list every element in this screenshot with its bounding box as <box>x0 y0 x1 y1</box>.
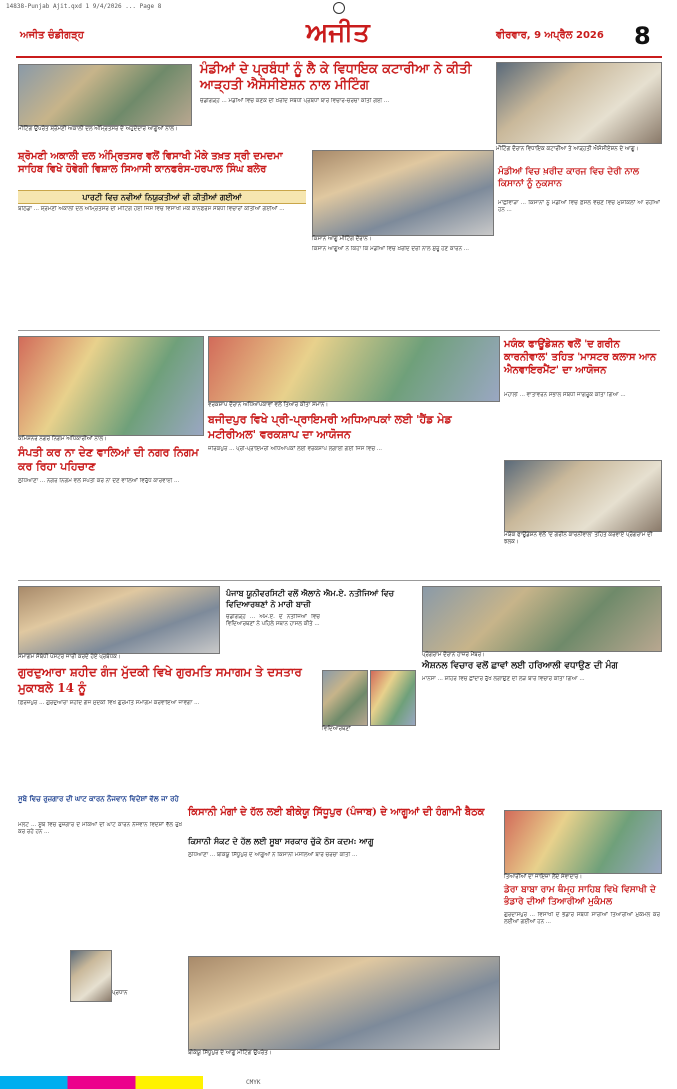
photo-s3 <box>312 150 494 236</box>
body-s3b: ਮਾਛੀਵਾੜਾ ... ਕਿਸਾਨਾਂ ਨੂੰ ਮੰਡੀਆਂ ਵਿਚ ਫ਼ਸਲ ਵੇਚਣ ਵਿਚ ਮੁਸ਼ਕਿਲਾਂ ਆ ਰਹੀਆਂ ਹਨ ... <box>498 200 660 214</box>
student-photo <box>370 670 416 726</box>
photo-s9 <box>422 586 662 652</box>
masthead <box>16 20 662 58</box>
body-s12: ਗੁਰਦਾਸਪੁਰ ... ਵਿਸਾਖੀ ਦੇ ਭੰਡਾਰੇ ਸੰਬੰਧੀ ਸਾਰੀਆਂ ਤਿਆਰੀਆਂ ਮੁਕੰਮਲ ਕਰ ਲਈਆਂ ਗਈਆਂ ਹਨ ... <box>504 912 660 926</box>
body-s5: ਜ਼ੀਰਕਪੁਰ ... ਪ੍ਰੀ-ਪ੍ਰਾਇਮਰੀ ਅਧਿਆਪਕਾਂ ਲਈ ਵਰਕਸ਼ਾਪ ਲਗਾਈ ਗਈ ਜਿਸ ਵਿਚ ... <box>208 446 383 452</box>
caption-s3: ਕਿਸਾਨ ਆਗੂ ਮੀਟਿੰਗ ਦੌਰਾਨ। <box>312 236 372 242</box>
subhead-bar-s2 <box>18 190 306 204</box>
caption-s5: ਵਰਕਸ਼ਾਪ ਦੌਰਾਨ ਅਧਿਆਪਕਾਵਾਂ ਵਲੋਂ ਤਿਆਰ ਕੀਤਾ ਸਮਾਨ। <box>208 402 329 408</box>
body-s10: ਮਲੋਟ ... ਸੂਬੇ ਵਿਚ ਰੁਜ਼ਗਾਰ ਦੇ ਮੌਕਿਆਂ ਦੀ ਘਾਟ ਕਾਰਨ ਨੌਜਵਾਨ ਵਿਦੇਸ਼ਾਂ ਵੱਲ ਰੁਖ਼ ਕਰ ਰਹੇ ਹਨ ... <box>18 822 182 836</box>
cmyk-label: CMYK <box>246 1079 261 1086</box>
photo-s12 <box>504 810 662 874</box>
photo-s6 <box>504 460 662 532</box>
caption-s6: ਮਯੰਕ ਫਾਊਂਡੇਸ਼ਨ ਵਲੋਂ 'ਦ ਗਰੀਨ ਕਾਰਨੀਵਾਲ' ਤਹਿਤ ਕਰਵਾਏ ਪ੍ਰੋਗਰਾਮ ਦੀ ਝਲਕ। <box>504 532 653 545</box>
headline-s3: ਮੰਡੀਆਂ ਵਿਚ ਖ਼ਰੀਦ ਕਾਰਜ ਵਿਚ ਦੇਰੀ ਨਾਲ ਕਿਸਾਨਾਂ ਨੂੰ ਨੁਕਸਾਨ <box>498 167 639 189</box>
edition-label: ਅਜੀਤ ਚੰਡੀਗੜ੍ਹ <box>20 30 84 41</box>
print-slug: 14838-Punjab Ajit.qxd 1 9/4/2026 ... Page 8 <box>6 3 162 10</box>
headline-s11: ਕਿਸਾਨੀ ਮੰਗਾਂ ਦੇ ਹੱਲ ਲਈ ਬੀਕੇਯੂ ਸਿੱਧੂਪੁਰ (ਪੰਜਾਬ) ਦੇ ਆਗੂਆਂ ਦੀ ਹੰਗਾਮੀ ਬੈਠਕ <box>188 807 485 818</box>
headline-s1: ਮੰਡੀਆਂ ਦੇ ਪ੍ਰਬੰਧਾਂ ਨੂੰ ਲੈ ਕੇ ਵਿਧਾਇਕ ਕਟਾਰੀਆ ਨੇ ਕੀਤੀ ਆੜ੍ਹਤੀ ਐਸੋਸੀਏਸ਼ਨ ਨਾਲ ਮੀਟਿੰਗ <box>200 62 472 93</box>
color-registration-bar <box>0 1076 677 1089</box>
body-s6: ਮੋਹਾਲੀ ... ਵਾਤਾਵਰਨ ਸੰਭਾਲ ਸੰਬੰਧੀ ਜਾਗਰੂਕ ਕੀਤਾ ਗਿਆ ... <box>504 392 626 398</box>
photo-s11 <box>188 956 500 1050</box>
headline-s5: ਬਜੀਦਪੁਰ ਵਿਖੇ ਪ੍ਰੀ-ਪ੍ਰਾਇਮਰੀ ਅਧਿਆਪਕਾਂ ਲਈ 'ਹੈਂਡ ਮੇਡ ਮਟੀਰੀਅਲ' ਵਰਕਸ਼ਾਪ ਦਾ ਆਯੋਜਨ <box>208 413 452 441</box>
newspaper-logo: ਅਜੀਤ <box>306 18 370 48</box>
body-s4: ਲੁਧਿਆਣਾ ... ਨਗਰ ਨਿਗਮ ਵਲੋਂ ਸੰਪਤੀ ਕਰ ਨਾ ਦੇਣ ਵਾਲਿਆਂ ਵਿਰੁੱਧ ਕਾਰਵਾਈ ... <box>18 478 180 484</box>
photo-s4 <box>18 336 204 436</box>
subhead-s11: ਕਿਸਾਨੀ ਸੰਕਟ ਦੇ ਹੱਲ ਲਈ ਸੂਬਾ ਸਰਕਾਰ ਚੁੱਕੇ ਠੋਸ ਕਦਮ: ਆਗੂ <box>188 836 374 846</box>
caption-s11: ਬੀਕੇਯੂ ਸਿੱਧੂਪੁਰ ਦੇ ਆਗੂ ਮੀਟਿੰਗ ਉਪਰੰਤ। <box>188 1050 272 1056</box>
person-photo <box>70 950 112 1002</box>
headline-s12: ਡੇਰਾ ਬਾਬਾ ਰਾਮ ਥੰਮ੍ਹ ਸਾਹਿਬ ਵਿਖੇ ਵਿਸਾਖੀ ਦੇ ਭੰਡਾਰੇ ਦੀਆਂ ਤਿਆਰੀਆਂ ਮੁਕੰਮਲ <box>504 885 656 907</box>
caption-s9: ਪ੍ਰੋਗਰਾਮ ਦੌਰਾਨ ਹਾਜ਼ਰ ਮੈਂਬਰ। <box>422 652 485 658</box>
headline-s4: ਸੰਪਤੀ ਕਰ ਨਾ ਦੇਣ ਵਾਲਿਆਂ ਦੀ ਨਗਰ ਨਿਗਮ ਕਰ ਰਿਹਾ ਪਹਿਚਾਣ <box>18 446 199 473</box>
photo-s7 <box>18 586 220 654</box>
headline-s7: ਗੁਰਦੁਆਰਾ ਸ਼ਹੀਦ ਗੰਜ ਮੁੱਦਕੀ ਵਿਖੇ ਗੁਰਮਤਿ ਸਮਾਗਮ ਤੇ ਦਸਤਾਰ ਮੁਕਾਬਲੇ 14 ਨੂੰ <box>18 665 302 695</box>
student-photo <box>322 670 368 726</box>
divider <box>18 580 660 581</box>
body-s2: ਬਠਿੰਡਾ ... ਸ਼੍ਰੋਮਣੀ ਅਕਾਲੀ ਦਲ ਅੰਮ੍ਰਿਤਸਰ ਦੀ ਮੀਟਿੰਗ ਹੋਈ ਜਿਸ ਵਿਚ ਵਿਸਾਖੀ ਮੌਕੇ ਕਾਨਫਰੰਸ ਸੰਬੰਧੀ ਵਿਚਾਰਾਂ ਕੀਤੀਆਂ ਗਈਆਂ ... <box>18 206 285 212</box>
photo-s2 <box>18 64 192 126</box>
photo-s1 <box>496 62 662 144</box>
headline-s8: ਪੰਜਾਬ ਯੂਨੀਵਰਸਿਟੀ ਵਲੋਂ ਐਲਾਨੇ ਐਮ.ਏ. ਨਤੀਜਿਆਂ ਵਿਚ ਵਿਦਿਆਰਥਣਾਂ ਨੇ ਮਾਰੀ ਬਾਜ਼ੀ <box>226 588 395 609</box>
subhead-s2: ਪਾਰਟੀ ਵਿਚ ਨਵੀਆਂ ਨਿਯੁਕਤੀਆਂ ਵੀ ਕੀਤੀਆਂ ਗਈਆਂ <box>82 192 242 202</box>
divider <box>18 330 660 331</box>
registration-mark-icon <box>333 2 345 14</box>
body-s1: ਚੰਡੀਗੜ੍ਹ ... ਮੰਡੀਆਂ ਵਿਚ ਕਣਕ ਦੀ ਖ਼ਰੀਦ ਸੰਬੰਧੀ ਪ੍ਰਬੰਧਾਂ ਬਾਰੇ ਵਿਚਾਰ-ਚਰਚਾ ਕੀਤੀ ਗਈ ... <box>200 98 390 104</box>
body-s9: ਮਾਨਸਾ ... ਸ਼ਹਿਰ ਵਿਚ ਛਾਂਦਾਰ ਰੁੱਖ ਲਗਾਉਣ ਦੀ ਲੋੜ ਬਾਰੇ ਵਿਚਾਰ ਕੀਤਾ ਗਿਆ ... <box>422 676 585 682</box>
headline-s9: ਐਸ਼ਨਲ ਵਿਚਾਰ ਵਲੋਂ ਛਾਵਾਂ ਲਈ ਹਰਿਆਲੀ ਵਧਾਉਣ ਦੀ ਮੰਗ <box>422 661 618 671</box>
page-number: 8 <box>634 22 651 50</box>
photo-s5 <box>208 336 500 402</box>
headline-s6: ਮਯੰਕ ਫਾਊਂਡੇਸ਼ਨ ਵਲੋਂ 'ਦ ਗਰੀਨ ਕਾਰਨੀਵਾਲ' ਤਹਿਤ 'ਮਾਸਟਰ ਕਲਾਸ ਆਨ ਐਨਵਾਇਰਮੈਂਟ' ਦਾ ਆਯੋਜਨ <box>504 339 657 376</box>
caption-s2: ਮੀਟਿੰਗ ਉਪਰੰਤ ਸ਼੍ਰੋਮਣੀ ਅਕਾਲੀ ਦਲ ਅੰਮ੍ਰਿਤਸਰ ਦੇ ਅਹੁਦੇਦਾਰ ਆਗੂਆਂ ਨਾਲ। <box>18 126 178 132</box>
body-s3: ਕਿਸਾਨ ਆਗੂਆਂ ਨੇ ਕਿਹਾ ਕਿ ਮੰਡੀਆਂ ਵਿਚ ਖ਼ਰੀਦ ਦੇਰੀ ਨਾਲ ਸ਼ੁਰੂ ਹੋਣ ਕਾਰਨ ... <box>312 246 470 252</box>
caption-s8: ਵਿਦਿਆਰਥਣਾਂ <box>322 726 351 732</box>
caption-s4: ਕਮਿਸ਼ਨਰ ਨਗਰ ਨਿਗਮ ਅਧਿਕਾਰੀਆਂ ਨਾਲ। <box>18 436 107 442</box>
headline-s2: ਸ਼੍ਰੋਮਣੀ ਅਕਾਲੀ ਦਲ ਅੰਮ੍ਰਿਤਸਰ ਵਲੋਂ ਵਿਸਾਖੀ ਮੌਕੇ ਤਖ਼ਤ ਸ੍ਰੀ ਦਮਦਮਾ ਸਾਹਿਬ ਵਿਖੇ ਹੋਵੇਗੀ ਵਿਸ਼ਾਲ ਸਿਆਸੀ ਕਾਨਫਰੰਸ-ਹਰਪਾਲ ਸਿੰਘ ਬਲੇਰ <box>18 151 283 175</box>
body-s8: ਚੰਡੀਗੜ੍ਹ ... ਐਮ.ਏ. ਦੇ ਨਤੀਜਿਆਂ ਵਿਚ ਵਿਦਿਆਰਥਣਾਂ ਨੇ ਪਹਿਲੇ ਸਥਾਨ ਹਾਸਲ ਕੀਤੇ ... <box>226 614 320 628</box>
caption-s10: ਪ੍ਰਧਾਨ <box>112 990 128 996</box>
caption-s7: ਸਮਾਗਮ ਸੰਬੰਧੀ ਪੋਸਟਰ ਜਾਰੀ ਕਰਦੇ ਹੋਏ ਪ੍ਰਬੰਧਕ। <box>18 654 121 660</box>
issue-date: ਵੀਰਵਾਰ, 9 ਅਪ੍ਰੈਲ 2026 <box>496 30 604 41</box>
caption-s1: ਮੀਟਿੰਗ ਦੌਰਾਨ ਵਿਧਾਇਕ ਕਟਾਰੀਆ ਤੇ ਆੜ੍ਹਤੀ ਐਸੋਸੀਏਸ਼ਨ ਦੇ ਆਗੂ। <box>496 146 639 152</box>
body-s11: ਲੁਧਿਆਣਾ ... ਬੀਕੇਯੂ ਸਿੱਧੂਪੁਰ ਦੇ ਆਗੂਆਂ ਨੇ ਕਿਸਾਨੀ ਮਸਲਿਆਂ ਬਾਰੇ ਚਰਚਾ ਕੀਤੀ ... <box>188 852 358 858</box>
caption-s12: ਤਿਆਰੀਆਂ ਦਾ ਜਾਇਜ਼ਾ ਲੈਂਦੇ ਸੇਵਾਦਾਰ। <box>504 874 583 880</box>
headline-s10: ਸੂਬੇ ਵਿਚ ਰੁਜ਼ਗਾਰ ਦੀ ਘਾਟ ਕਾਰਨ ਨੌਜਵਾਨ ਵਿਦੇਸ਼ਾਂ ਵੱਲ ਜਾ ਰਹੇ <box>18 794 179 803</box>
body-s7: ਫ਼ਿਰੋਜ਼ਪੁਰ ... ਗੁਰਦੁਆਰਾ ਸ਼ਹੀਦ ਗੰਜ ਮੁੱਦਕੀ ਵਿਖੇ ਗੁਰਮਤਿ ਸਮਾਗਮ ਕਰਵਾਇਆ ਜਾਵੇਗਾ ... <box>18 700 200 706</box>
